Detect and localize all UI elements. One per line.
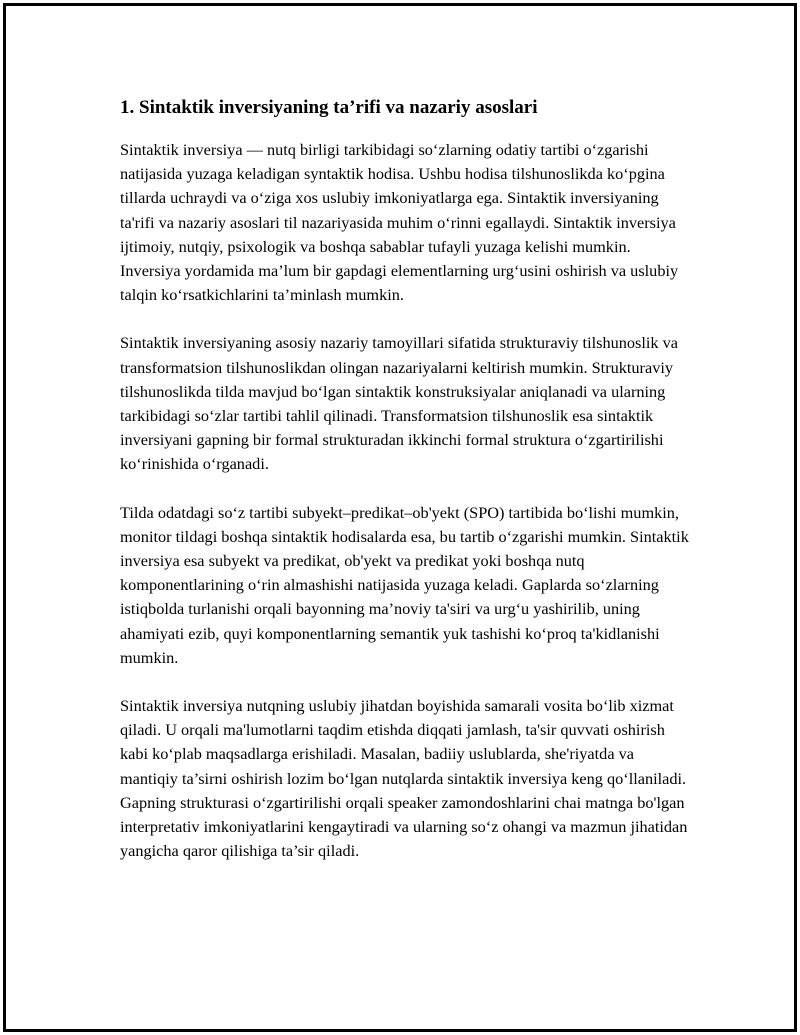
paragraph-3: Tilda odatdagi so‘z tartibi subyekt–predikat–ob'yekt (SPO) tartibida bo‘lishi mumkin, monitor tildagi boshqa sintaktik hodisalarda esa, bu tartib o‘zgarishi mumkin. Sintaktik inversiya esa subyekt va predikat, ob'yekt va predikat yoki boshqa nutq komponentlarining o‘rin almashishi natijasida yuzaga keladi. Gaplarda so‘zlarning istiqbolda turlanishi orqali bayonning ma’noviy ta'siri va urg‘u yashirilib, uning ahamiyati ezib, quyi komponentlarning semantik yuk tashishi ko‘proq ta'kidlanishi mumkin. xyxy=(120,502,689,667)
paragraph-1: Sintaktik inversiya — nutq birligi tarkibidagi so‘zlarning odatiy tartibi o‘zgarishi natijasida yuzaga keladigan syntaktik hodisa. Ushbu hodisa tilshunoslikda ko‘pgina tillarda uchraydi va o‘ziga xos uslubiy imkoniyatlarga ega. Sintaktik inversiyaning ta'rifi va nazariy asoslari til nazariyasida muhim o‘rinni egallaydi. Sintaktik inversiya ijtimoiy, nutqiy, psixologik va boshqa sabablar tufayli yuzaga kelishi mumkin. Inversiya yordamida ma’lum bir gapdagi elementlarning urg‘usini oshirish va uslubiy talqin ko‘rsatkichlarini ta’minlash mumkin. xyxy=(120,140,679,305)
paragraph-4: Sintaktik inversiya nutqning uslubiy jihatdan boyishida samarali vosita bo‘lib xizmat qiladi. U orqali ma'lumotlarni taqdim etishda diqqati jamlash, ta'sir quvvati oshirish kabi ko‘plab maqsadlarga erishiladi. Masalan, badiiy uslublarda, she'riyatda va mantiqiy ta’sirni oshirish lozim bo‘lgan nutqlarda sintaktik inversiya keng qo‘llaniladi. Gapning strukturasi o‘zgartirilishi orqali speaker zamondoshlarini chai matnga bo'lgan interpretativ imkoniyatlarini kengaytiradi va ularning so‘z ohangi va mazmun jihatidan yangicha qaror qilishiga ta’sir qiladi. xyxy=(120,696,688,861)
section-heading: 1. Sintaktik inversiyaning ta’rifi va nazariy asoslari xyxy=(120,97,538,118)
document-content xyxy=(120,96,690,887)
paragraph-2: Sintaktik inversiyaning asosiy nazariy tamoyillari sifatida strukturaviy tilshunoslik va transformatsion tilshunoslikdan olingan nazariyalarni keltirish mumkin. Strukturaviy tilshunoslikda tilda mavjud bo‘lgan sintaktik konstruksiyalar aniqlanadi va ularning tarkibidagi so‘zlar tartibi tahlil qilinadi. Transformatsion tilshunoslik esa sintaktik inversiyani gapning bir formal strukturadan ikkinchi formal struktura o‘zgartirilishi ko‘rinishida o‘rganadi. xyxy=(120,333,678,474)
document-page xyxy=(3,3,797,1032)
